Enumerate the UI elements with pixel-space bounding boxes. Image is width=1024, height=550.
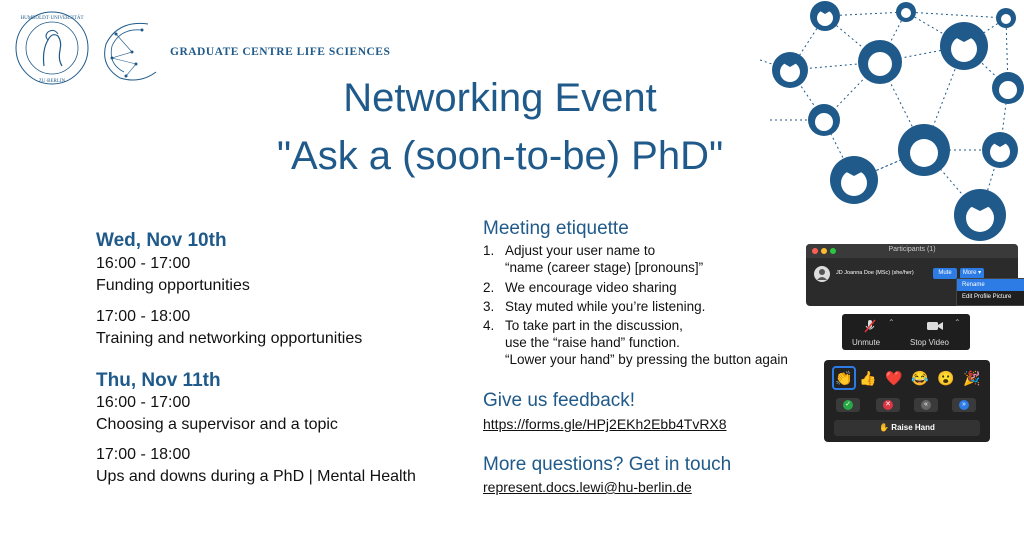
unmute-button[interactable]: Unmute: [852, 338, 881, 347]
stop-video-button[interactable]: Stop Video: [910, 338, 949, 347]
contact-heading: More questions? Get in touch: [483, 454, 732, 475]
day1-slot2-topic: Training and networking opportunities: [96, 330, 363, 347]
heart-reaction[interactable]: ❤️: [885, 370, 903, 386]
menu-item-edit-profile-picture[interactable]: Edit Profile Picture: [962, 294, 1012, 300]
raise-hand-button[interactable]: ✋ Raise Hand: [834, 420, 980, 436]
etiquette-item-2: We encourage video sharing: [505, 280, 677, 295]
no-button[interactable]: [876, 398, 900, 412]
faster-button[interactable]: [952, 398, 976, 412]
thumbs-up-reaction[interactable]: 👍: [859, 370, 877, 386]
etiquette-item-4-line-2: use the “raise hand” function.: [505, 335, 680, 350]
zoom-reactions-panel: [824, 360, 990, 442]
participant-name-text: Joanna Doe (MSc) (she/her): [844, 270, 914, 276]
user-icon: [814, 266, 830, 282]
etiquette-item-3: Stay muted while you’re listening.: [505, 299, 706, 314]
fast-forward-icon: »: [959, 400, 969, 410]
participant-name: [836, 270, 914, 276]
network-people-graphic: [760, 0, 1024, 248]
day2-slot2-time: 17:00 - 18:00: [96, 446, 191, 463]
title-line-2: "Ask a (soon-to-be) PhD": [276, 134, 724, 178]
svg-text:HUMBOLDT·UNIVERSITÄT: HUMBOLDT·UNIVERSITÄT: [20, 16, 84, 21]
feedback-link[interactable]: https://forms.gle/HPj2EKh2Ebb4TvRX8: [483, 416, 727, 432]
etiquette-num-4: 4.: [483, 318, 495, 333]
mute-button[interactable]: Mute: [933, 268, 957, 279]
video-camera-icon[interactable]: [926, 319, 944, 333]
zoom-audio-video-toolbar: [842, 314, 970, 350]
gcls-logo: [96, 14, 166, 84]
audio-options-chevron-icon[interactable]: ⌃: [888, 318, 895, 327]
check-icon: ✓: [843, 400, 853, 410]
wow-reaction[interactable]: 😮: [937, 370, 955, 386]
muted-microphone-icon[interactable]: [862, 318, 878, 334]
close-icon: ✕: [883, 400, 893, 410]
humboldt-university-seal: [14, 10, 90, 86]
yes-button[interactable]: [836, 398, 860, 412]
title-line-1: Networking Event: [343, 76, 657, 120]
slower-button[interactable]: [914, 398, 938, 412]
etiquette-item-4-line-3: “Lower your hand” by pressing the button again: [505, 352, 788, 367]
feedback-heading: Give us feedback!: [483, 390, 636, 411]
gcls-name: GRADUATE CENTRE LIFE SCIENCES: [170, 46, 391, 58]
day2-slot1-topic: Choosing a supervisor and a topic: [96, 416, 338, 433]
day2-slot1-time: 16:00 - 17:00: [96, 394, 191, 411]
participants-title: Participants (1): [888, 246, 936, 253]
more-button[interactable]: More ▾: [960, 268, 984, 279]
etiquette-num-2: 2.: [483, 280, 495, 295]
svg-text:ZU·BERLIN: ZU·BERLIN: [38, 79, 66, 84]
participants-titlebar: [806, 244, 1018, 258]
video-options-chevron-icon[interactable]: ⌃: [954, 318, 961, 327]
etiquette-heading: Meeting etiquette: [483, 218, 629, 239]
avatar: [814, 266, 830, 282]
etiquette-item-1-line-1: Adjust your user name to: [505, 243, 656, 258]
menu-item-rename[interactable]: Rename: [957, 279, 1024, 291]
joy-reaction[interactable]: 😂: [911, 370, 929, 386]
day1-slot2-time: 17:00 - 18:00: [96, 308, 191, 325]
contact-email-link[interactable]: represent.docs.lewi@hu-berlin.de: [483, 479, 692, 495]
etiquette-item-4-line-1: To take part in the discussion,: [505, 318, 683, 333]
tada-reaction[interactable]: 🎉: [963, 370, 981, 386]
day2-date: Thu, Nov 11th: [96, 370, 221, 391]
day1-slot1-time: 16:00 - 17:00: [96, 255, 191, 272]
rewind-icon: «: [921, 400, 931, 410]
clap-reaction[interactable]: 👏: [832, 366, 856, 390]
etiquette-num-3: 3.: [483, 299, 495, 314]
zoom-participants-panel: [806, 244, 1018, 306]
etiquette-item-1-line-2: “name (career stage) [pronouns]”: [505, 260, 704, 275]
day1-slot1-topic: Funding opportunities: [96, 277, 250, 294]
day2-slot2-topic: Ups and downs during a PhD | Mental Health: [96, 468, 416, 485]
day1-date: Wed, Nov 10th: [96, 230, 227, 251]
etiquette-num-1: 1.: [483, 243, 495, 258]
more-menu: [956, 278, 1024, 306]
participant-initials: JD: [836, 270, 843, 276]
